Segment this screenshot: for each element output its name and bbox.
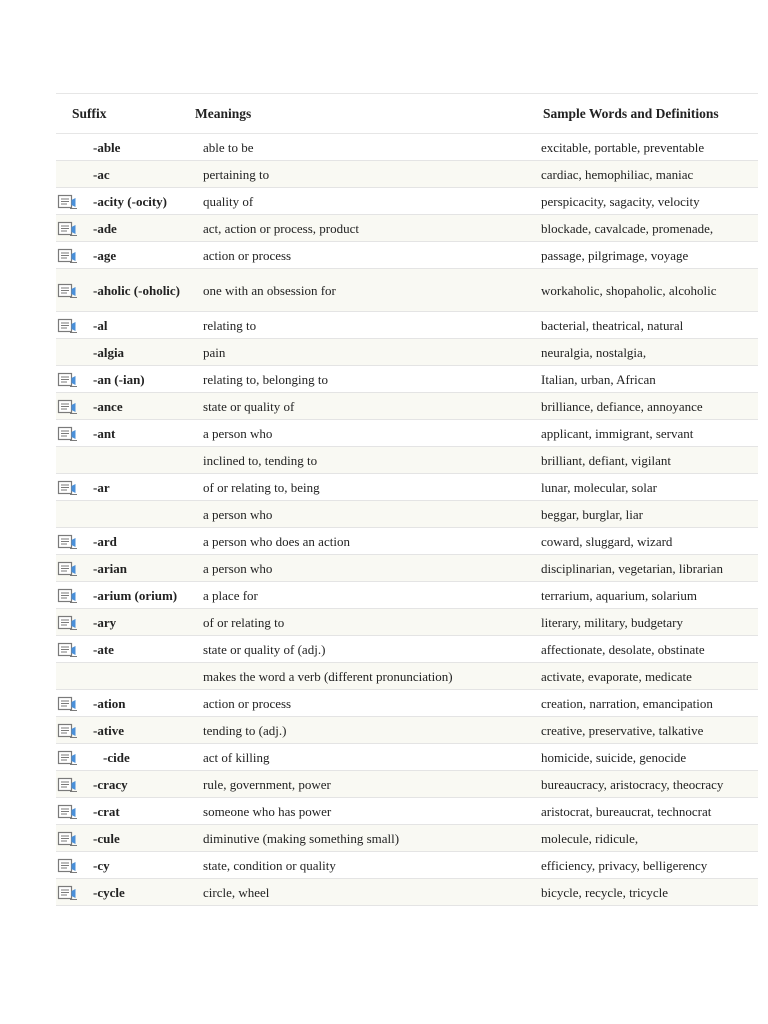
table-row xyxy=(56,852,758,879)
suffix-cell: -aholic (-oholic) xyxy=(93,269,193,312)
suffix-cell: -an (-ian) xyxy=(93,366,193,393)
meaning-cell: able to be xyxy=(193,134,531,161)
meaning-cell: rule, government, power xyxy=(193,771,531,798)
table-row xyxy=(56,312,758,339)
table-row xyxy=(56,269,758,312)
speaker-audio-icon[interactable] xyxy=(57,194,78,210)
suffix-cell: -ant xyxy=(93,420,193,447)
table-row xyxy=(56,744,758,771)
audio-cell xyxy=(56,269,93,312)
table-row xyxy=(56,339,758,366)
suffix-cell: -al xyxy=(93,312,193,339)
samples-cell: beggar, burglar, liar xyxy=(531,501,758,528)
suffix-cell: -cide xyxy=(93,744,193,771)
table-row xyxy=(56,242,758,269)
suffix-cell: -acity (-ocity) xyxy=(93,188,193,215)
samples-cell: brilliance, defiance, annoyance xyxy=(531,393,758,420)
table-body xyxy=(56,134,758,906)
suffix-cell xyxy=(93,663,193,690)
speaker-audio-icon[interactable] xyxy=(57,221,78,237)
audio-cell xyxy=(56,528,93,555)
table-row xyxy=(56,582,758,609)
table-row xyxy=(56,663,758,690)
meaning-cell: state or quality of (adj.) xyxy=(193,636,531,663)
samples-cell: homicide, suicide, genocide xyxy=(531,744,758,771)
speaker-audio-icon[interactable] xyxy=(57,804,78,820)
speaker-audio-icon[interactable] xyxy=(57,561,78,577)
samples-cell: bureaucracy, aristocracy, theocracy xyxy=(531,771,758,798)
table-row xyxy=(56,161,758,188)
audio-cell xyxy=(56,393,93,420)
meaning-cell: a person who xyxy=(193,501,531,528)
suffix-cell: -algia xyxy=(93,339,193,366)
suffix-cell: -cracy xyxy=(93,771,193,798)
meaning-cell: makes the word a verb (different pronunciation) xyxy=(193,663,531,690)
audio-cell xyxy=(56,744,93,771)
audio-cell xyxy=(56,242,93,269)
header-samples: Sample Words and Definitions xyxy=(531,94,758,134)
samples-cell: terrarium, aquarium, solarium xyxy=(531,582,758,609)
meaning-cell: one with an obsession for xyxy=(193,269,531,312)
meaning-cell: relating to, belonging to xyxy=(193,366,531,393)
suffix-cell: -ary xyxy=(93,609,193,636)
suffix-cell: -ade xyxy=(93,215,193,242)
samples-cell: lunar, molecular, solar xyxy=(531,474,758,501)
table-row xyxy=(56,474,758,501)
suffix-table xyxy=(56,93,758,906)
suffix-cell: -ance xyxy=(93,393,193,420)
table-row xyxy=(56,420,758,447)
meaning-cell: action or process xyxy=(193,690,531,717)
suffix-cell xyxy=(93,447,193,474)
audio-cell xyxy=(56,420,93,447)
table-row xyxy=(56,366,758,393)
speaker-audio-icon[interactable] xyxy=(57,642,78,658)
suffix-cell: -cycle xyxy=(93,879,193,906)
meaning-cell: pain xyxy=(193,339,531,366)
audio-cell xyxy=(56,474,93,501)
meaning-cell: a person who xyxy=(193,420,531,447)
audio-cell xyxy=(56,215,93,242)
suffix-cell: -ative xyxy=(93,717,193,744)
table-row xyxy=(56,555,758,582)
speaker-audio-icon[interactable] xyxy=(57,283,78,299)
audio-cell xyxy=(56,366,93,393)
speaker-audio-icon[interactable] xyxy=(57,372,78,388)
meaning-cell: circle, wheel xyxy=(193,879,531,906)
audio-cell xyxy=(56,663,93,690)
suffix-cell: -cule xyxy=(93,825,193,852)
table-row xyxy=(56,690,758,717)
table-row xyxy=(56,717,758,744)
speaker-audio-icon[interactable] xyxy=(57,696,78,712)
meaning-cell: act, action or process, product xyxy=(193,215,531,242)
speaker-audio-icon[interactable] xyxy=(57,777,78,793)
samples-cell: molecule, ridicule, xyxy=(531,825,758,852)
speaker-audio-icon[interactable] xyxy=(57,750,78,766)
samples-cell: efficiency, privacy, belligerency xyxy=(531,852,758,879)
suffix-table-container xyxy=(56,93,758,906)
meaning-cell: of or relating to xyxy=(193,609,531,636)
audio-cell xyxy=(56,582,93,609)
suffix-cell: -crat xyxy=(93,798,193,825)
samples-cell: bicycle, recycle, tricycle xyxy=(531,879,758,906)
suffix-cell: -arian xyxy=(93,555,193,582)
meaning-cell: quality of xyxy=(193,188,531,215)
meaning-cell: diminutive (making something small) xyxy=(193,825,531,852)
audio-cell xyxy=(56,555,93,582)
speaker-audio-icon[interactable] xyxy=(57,318,78,334)
table-row xyxy=(56,879,758,906)
samples-cell: workaholic, shopaholic, alcoholic xyxy=(531,269,758,312)
samples-cell: cardiac, hemophiliac, maniac xyxy=(531,161,758,188)
samples-cell: passage, pilgrimage, voyage xyxy=(531,242,758,269)
table-row xyxy=(56,636,758,663)
table-row xyxy=(56,825,758,852)
suffix-cell: -ation xyxy=(93,690,193,717)
samples-cell: blockade, cavalcade, promenade, xyxy=(531,215,758,242)
speaker-audio-icon[interactable] xyxy=(57,723,78,739)
samples-cell: neuralgia, nostalgia, xyxy=(531,339,758,366)
suffix-cell xyxy=(93,501,193,528)
speaker-audio-icon[interactable] xyxy=(57,858,78,874)
suffix-cell: -ate xyxy=(93,636,193,663)
suffix-cell: -ard xyxy=(93,528,193,555)
audio-cell xyxy=(56,852,93,879)
meaning-cell: pertaining to xyxy=(193,161,531,188)
meaning-cell: relating to xyxy=(193,312,531,339)
audio-cell xyxy=(56,879,93,906)
meaning-cell: of or relating to, being xyxy=(193,474,531,501)
speaker-audio-icon[interactable] xyxy=(57,426,78,442)
speaker-audio-icon[interactable] xyxy=(57,885,78,901)
table-row xyxy=(56,501,758,528)
audio-cell xyxy=(56,771,93,798)
meaning-cell: a place for xyxy=(193,582,531,609)
samples-cell: brilliant, defiant, vigilant xyxy=(531,447,758,474)
audio-cell xyxy=(56,161,93,188)
samples-cell: disciplinarian, vegetarian, librarian xyxy=(531,555,758,582)
samples-cell: literary, military, budgetary xyxy=(531,609,758,636)
audio-cell xyxy=(56,690,93,717)
meaning-cell: state or quality of xyxy=(193,393,531,420)
speaker-audio-icon[interactable] xyxy=(57,831,78,847)
meaning-cell: state, condition or quality xyxy=(193,852,531,879)
meaning-cell: a person who xyxy=(193,555,531,582)
table-row xyxy=(56,609,758,636)
samples-cell: bacterial, theatrical, natural xyxy=(531,312,758,339)
header-suffix: Suffix xyxy=(56,94,193,134)
samples-cell: coward, sluggard, wizard xyxy=(531,528,758,555)
suffix-cell: -cy xyxy=(93,852,193,879)
suffix-cell: -ac xyxy=(93,161,193,188)
audio-cell xyxy=(56,636,93,663)
speaker-audio-icon[interactable] xyxy=(57,615,78,631)
samples-cell: creative, preservative, talkative xyxy=(531,717,758,744)
samples-cell: activate, evaporate, medicate xyxy=(531,663,758,690)
samples-cell: creation, narration, emancipation xyxy=(531,690,758,717)
table-row xyxy=(56,798,758,825)
meaning-cell: action or process xyxy=(193,242,531,269)
audio-cell xyxy=(56,609,93,636)
samples-cell: perspicacity, sagacity, velocity xyxy=(531,188,758,215)
table-row xyxy=(56,528,758,555)
audio-cell xyxy=(56,312,93,339)
meaning-cell: someone who has power xyxy=(193,798,531,825)
samples-cell: affectionate, desolate, obstinate xyxy=(531,636,758,663)
speaker-audio-icon[interactable] xyxy=(57,480,78,496)
samples-cell: applicant, immigrant, servant xyxy=(531,420,758,447)
suffix-cell: -age xyxy=(93,242,193,269)
table-row xyxy=(56,447,758,474)
table-header-row xyxy=(56,94,758,134)
table-row xyxy=(56,215,758,242)
samples-cell: Italian, urban, African xyxy=(531,366,758,393)
audio-cell xyxy=(56,339,93,366)
speaker-audio-icon[interactable] xyxy=(57,534,78,550)
table-row xyxy=(56,188,758,215)
table-row xyxy=(56,771,758,798)
audio-cell xyxy=(56,447,93,474)
header-meanings: Meanings xyxy=(193,94,531,134)
suffix-cell: -ar xyxy=(93,474,193,501)
table-row xyxy=(56,134,758,161)
audio-cell xyxy=(56,134,93,161)
meaning-cell: act of killing xyxy=(193,744,531,771)
meaning-cell: inclined to, tending to xyxy=(193,447,531,474)
audio-cell xyxy=(56,825,93,852)
table-row xyxy=(56,393,758,420)
meaning-cell: tending to (adj.) xyxy=(193,717,531,744)
samples-cell: excitable, portable, preventable xyxy=(531,134,758,161)
speaker-audio-icon[interactable] xyxy=(57,588,78,604)
audio-cell xyxy=(56,501,93,528)
speaker-audio-icon[interactable] xyxy=(57,399,78,415)
audio-cell xyxy=(56,717,93,744)
speaker-audio-icon[interactable] xyxy=(57,248,78,264)
audio-cell xyxy=(56,188,93,215)
samples-cell: aristocrat, bureaucrat, technocrat xyxy=(531,798,758,825)
meaning-cell: a person who does an action xyxy=(193,528,531,555)
suffix-cell: -able xyxy=(93,134,193,161)
suffix-cell: -arium (orium) xyxy=(93,582,193,609)
audio-cell xyxy=(56,798,93,825)
